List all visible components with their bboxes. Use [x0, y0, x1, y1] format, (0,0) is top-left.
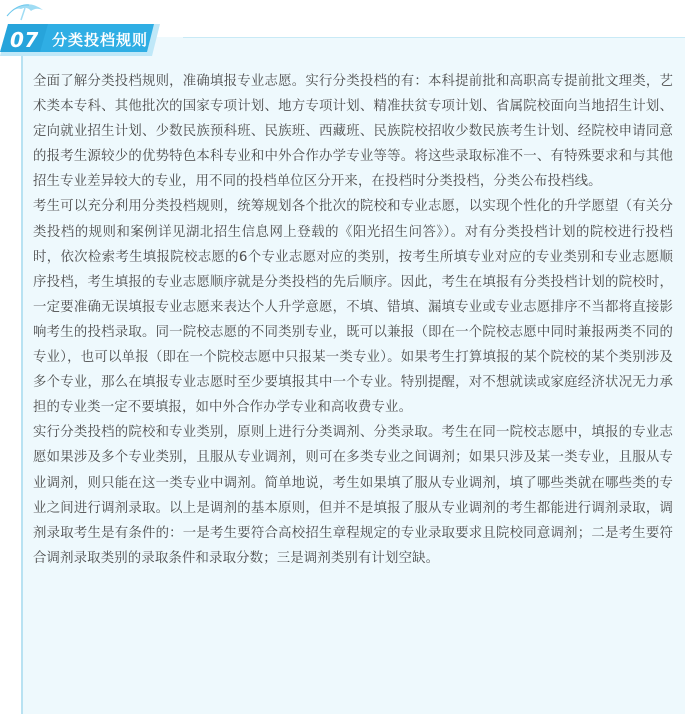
section-title: 分类投档规则: [52, 31, 149, 49]
umbrella-icon: [3, 0, 47, 22]
paragraph-strategy: 考生可以充分利用分类投档规则，统筹规划各个批次的院校和专业志愿，以实现个性化的升学愿望（有关分类投档的规则和案例详见湖北招生信息网上登载的《阳光招生问答》）。对有分类投档计划的院校进行投档时，依次检索考生填报院校志愿的6个专业志愿对应的类别，按考生所填专业对应的专业类别和专业志愿顺序投档，考生填报的专业志愿顺序就是分类投档的先后顺序。因此，考生在填报有分类投档计划的院校时，一定要准确无误填报专业志愿来表达个人升学意愿，不填、错填、漏填专业或专业志愿排序不当都将直接影响考生的投档录取。同一院校志愿的不同类别专业，既可以兼报（即在一个院校志愿中同时兼报两类不同的专业），也可以单报（即在一个院校志愿中只报某一类专业）。如果考生打算填报的某个院校的某个类别涉及多个专业，那么在填报专业志愿时至少要填报其中一个专业。特别提醒，对不想就读或家庭经济状况无力承担的专业类一定不要填报，如中外合作办学专业和高收费专业。: [33, 199, 673, 416]
article-body: [33, 69, 673, 571]
section-number: 07: [10, 28, 39, 52]
paragraph-adjustment: 实行分类投档的院校和专业类别，原则上进行分类调剂、分类录取。考生在同一院校志愿中，填报的专业志愿如果涉及多个专业类别，且服从专业调剂，则可在多类专业之间调剂；如果只涉及某一类专业，且服从专业调剂，则只能在这一类专业中调剂。简单地说，考生如果填了服从专业调剂，填了哪些类就在哪些类的专业之间进行调剂录取。以上是调剂的基本原则，但并不是填报了服从专业调剂的考生都能进行调剂录取，调剂录取考生是有条件的：一是考生要符合高校招生章程规定的专业录取要求且院校同意调剂；二是考生要符合调剂录取类别的录取条件和录取分数；三是调剂类别有计划空缺。: [33, 425, 673, 566]
panel-top-border: [183, 37, 685, 38]
paragraph-scope: 全面了解分类投档规则，准确填报专业志愿。实行分类投档的有：本科提前批和高职高专提前批文理类，艺术类本专科、其他批次的国家专项计划、地方专项计划、精准扶贫专项计划、省属院校面向当地招生计划、定向就业招生计划、少数民族预科班、民族班、西藏班、民族院校招收少数民族考生计划、经院校申请同意的报考生源较少的优势特色本科专业和中外合作办学专业等等。将这些录取标准不一、有特殊要求和与其他招生专业差异较大的专业，用不同的投档单位区分开来，在投档时分类投档，分类公布投档线。: [33, 74, 673, 190]
